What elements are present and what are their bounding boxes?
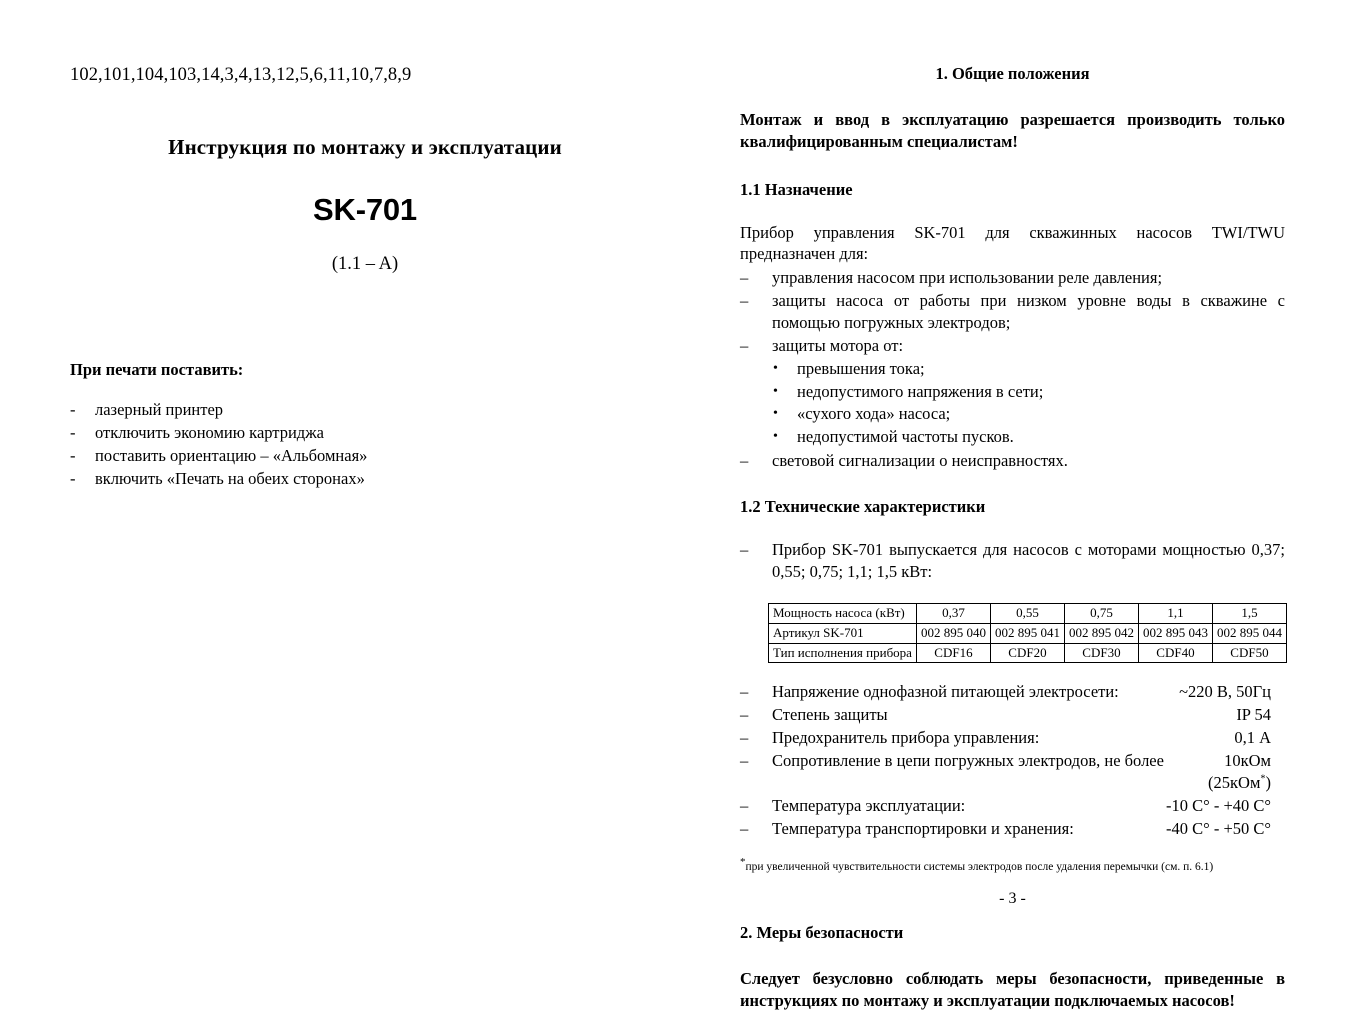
section-1-title: 1. Общие положения	[935, 64, 1090, 83]
list-item	[740, 539, 1285, 583]
cover-title: Инструкция по монтажу и эксплуатации	[168, 135, 562, 160]
list-item	[740, 290, 1285, 334]
list-marker: -	[70, 446, 76, 465]
footnote-marker-icon: *	[1260, 773, 1266, 785]
page-number: - 3 -	[999, 890, 1026, 907]
table-row-header: Тип исполнения прибора	[769, 643, 917, 663]
list-marker: -	[70, 468, 76, 488]
list-item-text: поставить ориентацию – «Альбомная»	[95, 446, 368, 465]
list-item	[740, 381, 1285, 404]
section-1-2-title: 1.2 Технические характеристики	[740, 497, 986, 517]
list-marker: –	[740, 682, 749, 702]
bullet-icon: •	[773, 428, 778, 444]
parameter-label: Предохранитель прибора управления:	[772, 728, 1040, 748]
motor-protection-list	[740, 358, 1285, 448]
right-column	[740, 64, 1285, 1012]
list-item	[740, 267, 1285, 289]
parameters-list	[740, 681, 1285, 840]
table-cell: 0,55	[990, 604, 1064, 624]
table-cell: CDF16	[916, 643, 990, 663]
left-column	[70, 64, 670, 491]
parameter-label: Температура транспортировки и хранения:	[772, 818, 1074, 838]
cover-model-name: SK-701	[313, 192, 417, 228]
list-item	[70, 468, 670, 490]
list-marker: –	[740, 291, 749, 311]
table-cell: CDF20	[990, 643, 1064, 663]
parameter-value: ~220 В, 50Гц	[1179, 682, 1271, 702]
parameter-value: IP 54	[1236, 705, 1271, 725]
list-item-text: управления насосом при использовании реле давления;	[772, 268, 1163, 288]
list-item-text: недопустимого напряжения в сети;	[797, 381, 1044, 401]
purpose-intro-paragraph: Прибор управления SK-701 для скважинных насосов TWI/TWU предназначен для:	[740, 222, 1285, 264]
footnote-star-icon: *	[740, 855, 746, 868]
section-1-1-title: 1.1 Назначение	[740, 179, 853, 199]
parameter-label: Степень защиты	[772, 705, 888, 725]
list-item	[740, 403, 1285, 426]
list-marker: –	[740, 751, 749, 771]
list-item	[70, 399, 670, 421]
list-item-text: включить «Печать на обеих сторонах»	[95, 468, 365, 488]
footnote	[740, 855, 1285, 875]
parameter-row	[740, 818, 1285, 840]
table-cell: 0,75	[1064, 604, 1138, 624]
warning-paragraph: Монтаж и ввод в эксплуатацию разрешается производить только квалифицированным специалистам!	[740, 110, 1285, 152]
footnote-text: при увеличенной чувствительности системы электродов после удаления перемычки (см. п. 6.1)	[745, 860, 1214, 873]
parameter-value-group	[1164, 750, 1285, 794]
list-item	[70, 445, 670, 467]
parameter-label: Сопротивление в цепи погружных электродов, не более	[772, 751, 1164, 771]
page-footer	[740, 890, 1285, 908]
list-marker: –	[740, 728, 749, 748]
table-cell: 002 895 040	[916, 623, 990, 643]
list-item	[740, 358, 1285, 381]
list-marker: -	[70, 400, 76, 420]
list-item	[740, 335, 1285, 357]
list-item	[70, 422, 670, 444]
list-item-text: «сухого хода» насоса;	[797, 404, 951, 424]
parameter-value: -10 C° - +40 C°	[1165, 795, 1271, 815]
cover-block	[70, 135, 660, 275]
table-row	[769, 604, 1287, 624]
parameter-row	[740, 750, 1285, 794]
list-item-text: недопустимой частоты пусков.	[797, 426, 1014, 446]
bullet-icon: •	[773, 406, 778, 422]
parameter-row	[740, 727, 1285, 749]
parameter-label: Напряжение однофазной питающей электросети:	[772, 682, 1119, 702]
table-cell: 002 895 044	[1212, 623, 1286, 643]
table-cell: 002 895 042	[1064, 623, 1138, 643]
list-item	[740, 426, 1285, 449]
document-codes: 102,101,104,103,14,3,4,13,12,5,6,11,10,7,8,9	[70, 65, 412, 85]
purpose-list	[740, 267, 1285, 471]
list-marker: –	[740, 450, 749, 470]
parameter-row	[740, 704, 1285, 726]
parameter-row	[740, 795, 1285, 817]
specifications-table	[768, 603, 1287, 663]
parameter-value: 10кОм (25кОм	[1208, 751, 1271, 792]
table-cell: 1,1	[1138, 604, 1212, 624]
list-marker: –	[740, 818, 749, 838]
parameter-label: Температура эксплуатации:	[772, 795, 966, 815]
print-settings-heading: При печати поставить:	[70, 360, 244, 380]
list-item	[740, 450, 1285, 472]
list-marker: –	[740, 268, 749, 288]
section-2-title: 2. Меры безопасности	[740, 922, 904, 942]
table-row	[769, 643, 1287, 663]
table-cell: 002 895 043	[1138, 623, 1212, 643]
table-row	[769, 623, 1287, 643]
list-marker: –	[740, 705, 749, 725]
list-item-text: защиты мотора от:	[772, 336, 904, 356]
list-item-text: световой сигнализации о неисправностях.	[772, 450, 1068, 470]
table-cell: 0,37	[916, 604, 990, 624]
bullet-icon: •	[773, 383, 778, 399]
list-item-text: защиты насоса от работы при низком уровне воды в скважине с помощью погружных электродов;	[772, 291, 1285, 333]
list-marker: –	[740, 795, 749, 815]
table-row-header: Артикул SK-701	[769, 623, 917, 643]
parameter-value-tail: )	[1265, 772, 1271, 792]
parameter-value: 0,1 А	[1234, 728, 1271, 748]
table-cell: 002 895 041	[990, 623, 1064, 643]
list-item-text: превышения тока;	[797, 359, 925, 379]
table-cell: CDF40	[1138, 643, 1212, 663]
table-cell: CDF50	[1212, 643, 1286, 663]
parameter-value: -40 C° - +50 C°	[1165, 818, 1271, 838]
print-settings-list	[70, 399, 670, 490]
list-marker: –	[740, 540, 749, 560]
list-item-text: отключить экономию картриджа	[95, 423, 324, 443]
table-cell: CDF30	[1064, 643, 1138, 663]
bullet-icon: •	[773, 361, 778, 377]
list-marker: –	[740, 336, 749, 356]
list-item-text: Прибор SK-701 выпускается для насосов с моторами мощностью 0,37; 0,55; 0,75; 1,1; 1,5 кВт:	[772, 540, 1285, 582]
power-note-list	[740, 539, 1285, 583]
safety-paragraph: Следует безусловно соблюдать меры безопасности, приведенные в инструкциях по монтажу и эксплуатации подключаемых насосов!	[740, 968, 1285, 1010]
table-cell: 1,5	[1212, 604, 1286, 624]
table-row-header: Мощность насоса (кВт)	[769, 604, 917, 624]
list-item-text: лазерный принтер	[95, 400, 224, 420]
list-marker: -	[70, 423, 76, 443]
parameter-row	[740, 681, 1285, 703]
cover-version: (1.1 – A)	[331, 254, 399, 275]
